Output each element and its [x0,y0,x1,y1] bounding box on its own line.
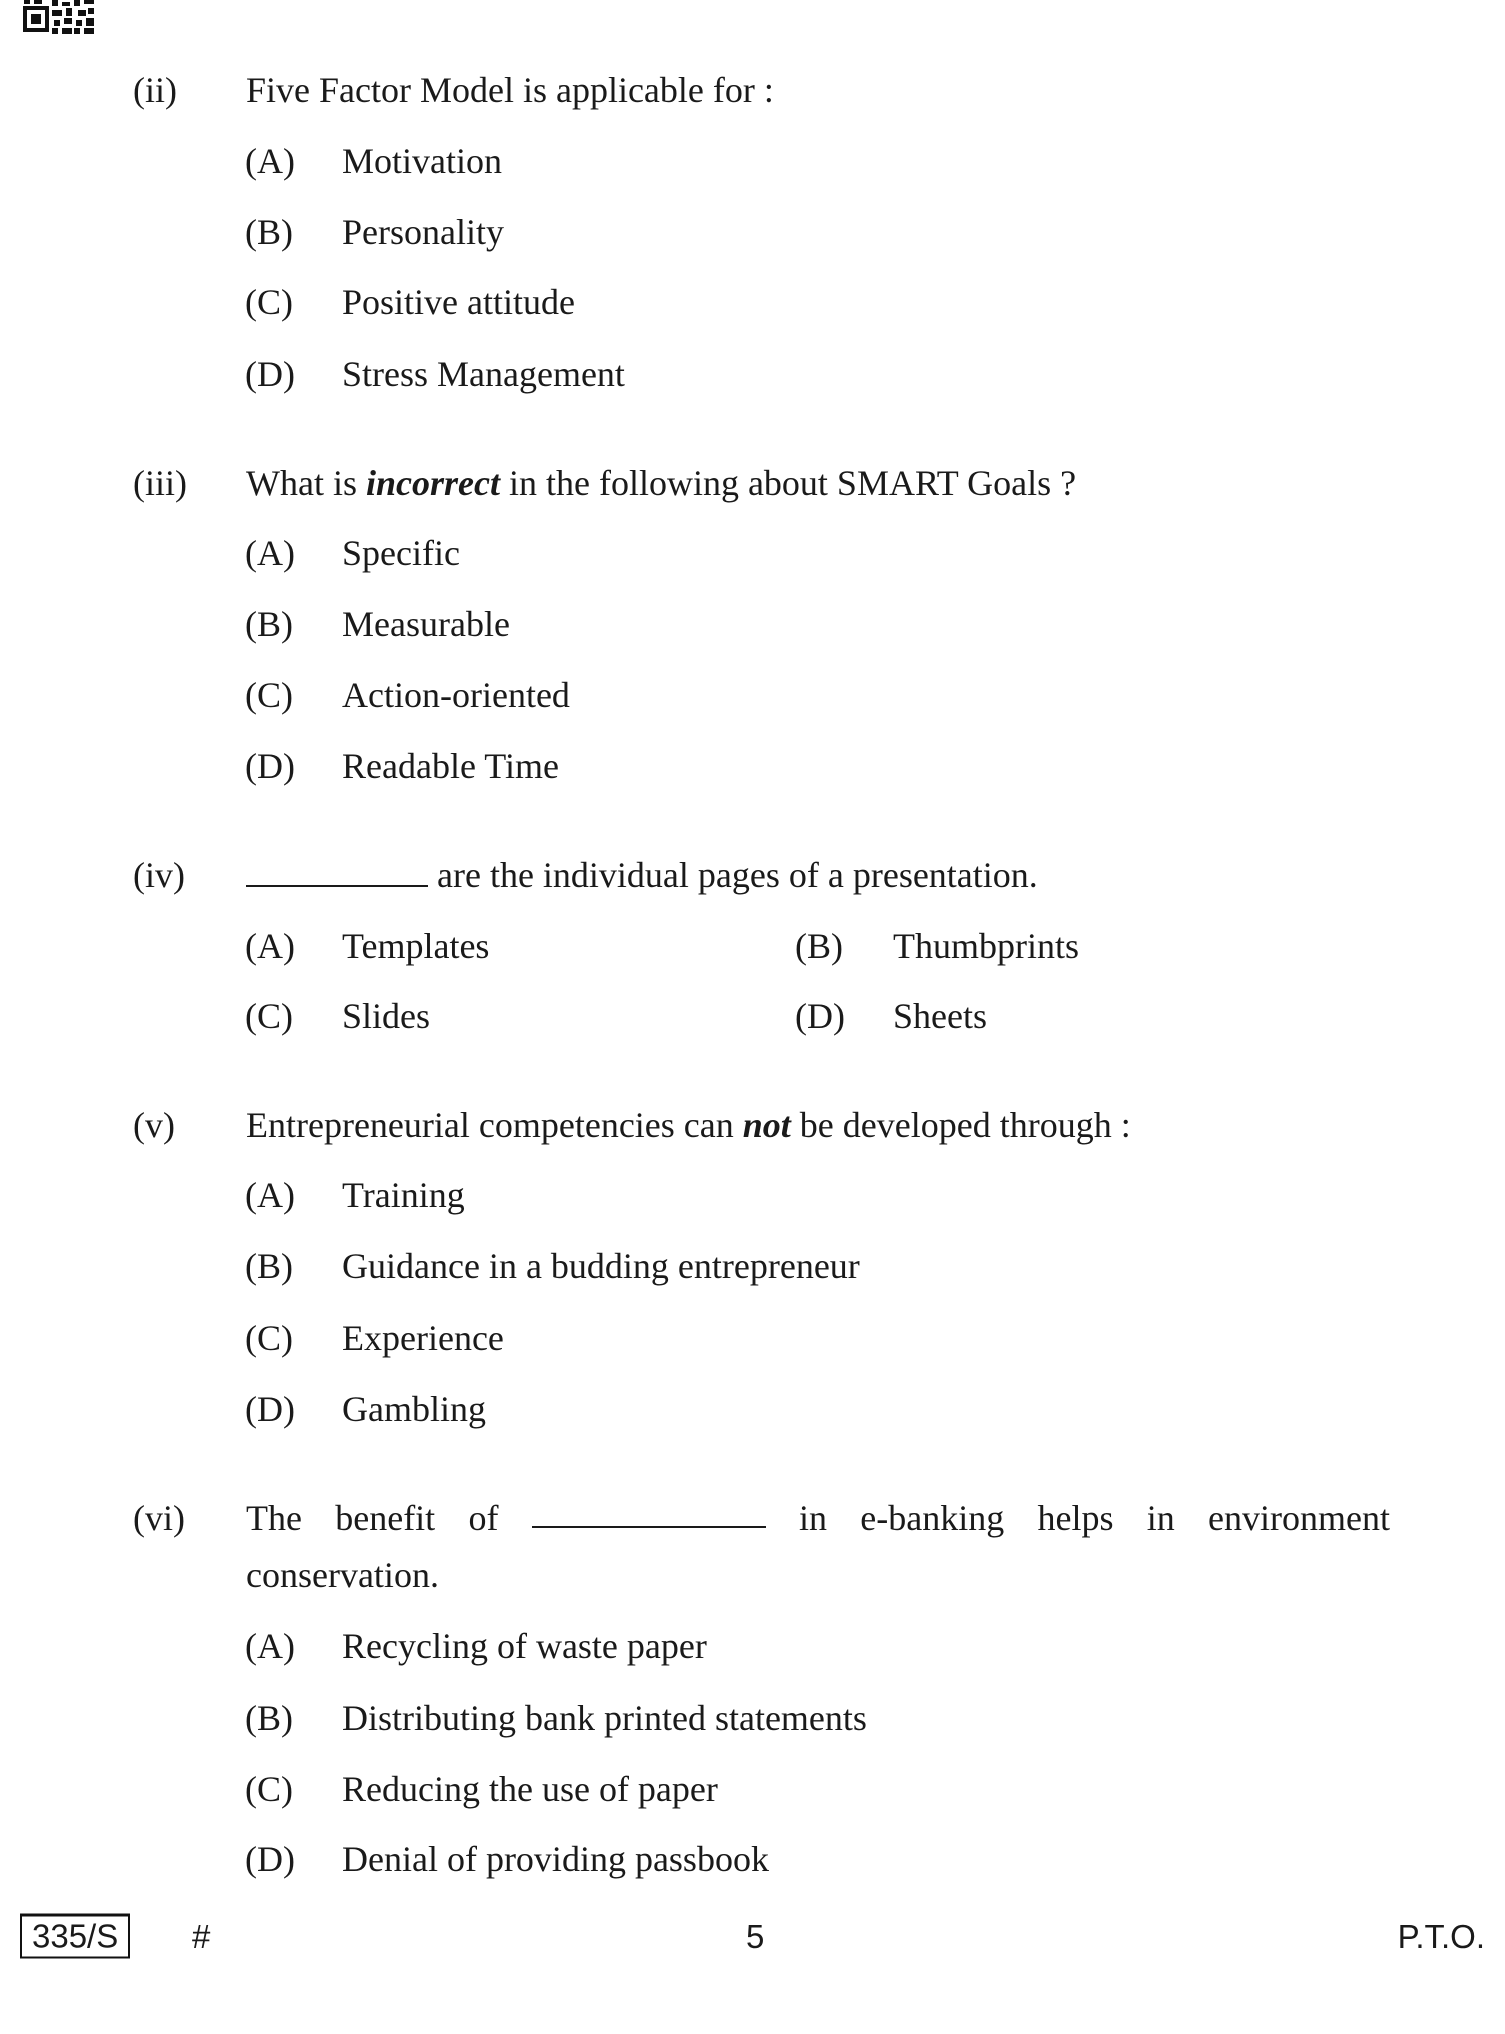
question-text-line-2: conservation. [246,1555,439,1595]
option-letter: (A) [245,926,295,966]
option-letter: (D) [245,746,295,786]
option-text: Motivation [342,141,502,181]
qr-code-icon [22,0,96,34]
option-text: Training [342,1175,465,1215]
option-text: Readable Time [342,746,559,786]
word: benefit [335,1498,436,1538]
question-text [246,461,1076,505]
option-letter: (D) [245,354,295,394]
fill-in-blank [532,1496,766,1528]
option-text: Action-oriented [342,675,570,715]
option-letter: (B) [245,1698,293,1738]
option-letter: (B) [245,1246,293,1286]
question-text-after: be developed through : [799,1105,1131,1145]
question-number: (iv) [133,855,185,895]
word: e-banking [860,1498,1005,1538]
question-number: (vi) [133,1498,185,1538]
question-text-after: in the following about SMART Goals ? [508,463,1077,503]
word: in [798,1498,827,1538]
hash-mark: # [192,1918,211,1955]
paper-code-box: 335/S [20,1914,130,1959]
option-letter: (B) [795,926,843,966]
question-emphasis: incorrect [365,463,500,503]
option-letter: (A) [245,1626,295,1666]
option-text: Recycling of waste paper [342,1626,707,1666]
question-text: Five Factor Model is applicable for : [246,70,774,110]
option-text: Stress Management [342,354,625,394]
option-text: Thumbprints [893,926,1079,966]
option-text: Reducing the use of paper [342,1769,718,1809]
question-number: (v) [133,1105,175,1145]
please-turn-over: P.T.O. [1397,1918,1485,1955]
option-letter: (D) [795,996,845,1036]
option-text: Positive attitude [342,282,575,322]
option-text: Experience [342,1318,504,1358]
option-text: Distributing bank printed statements [342,1698,867,1738]
option-text: Templates [342,926,490,966]
option-text: Specific [342,533,460,573]
option-letter: (B) [245,604,293,644]
option-text: Measurable [342,604,510,644]
question-text-before: Entrepreneurial competencies can [246,1105,734,1145]
option-letter: (A) [245,141,295,181]
option-letter: (A) [245,1175,295,1215]
word: helps [1037,1498,1114,1538]
option-letter: (C) [245,282,293,322]
word: The [246,1498,302,1538]
option-letter: (A) [245,533,295,573]
option-text: Denial of providing passbook [342,1839,769,1879]
option-letter: (C) [245,1769,293,1809]
word: of [468,1498,499,1538]
option-text: Guidance in a budding entrepreneur [342,1246,860,1286]
option-letter: (C) [245,996,293,1036]
option-letter: (D) [245,1389,295,1429]
question-text-line-1 [246,1496,1390,1540]
option-letter: (C) [245,1318,293,1358]
option-text: Slides [342,996,431,1036]
word: environment [1208,1498,1390,1538]
option-text: Gambling [342,1389,486,1429]
question-number: (ii) [133,70,177,110]
option-text: Sheets [893,996,987,1036]
question-number: (iii) [133,463,187,503]
option-text: Personality [342,212,504,252]
fill-in-blank [246,855,428,887]
option-letter: (B) [245,212,293,252]
question-text [246,853,1038,897]
option-letter: (D) [245,1839,295,1879]
question-emphasis: not [742,1105,791,1145]
page-number: 5 [746,1918,765,1955]
question-text-before: What is [246,463,357,503]
word: in [1146,1498,1175,1538]
question-text [246,1103,1131,1147]
option-letter: (C) [245,675,293,715]
question-text-after: are the individual pages of a presentation. [437,855,1038,895]
